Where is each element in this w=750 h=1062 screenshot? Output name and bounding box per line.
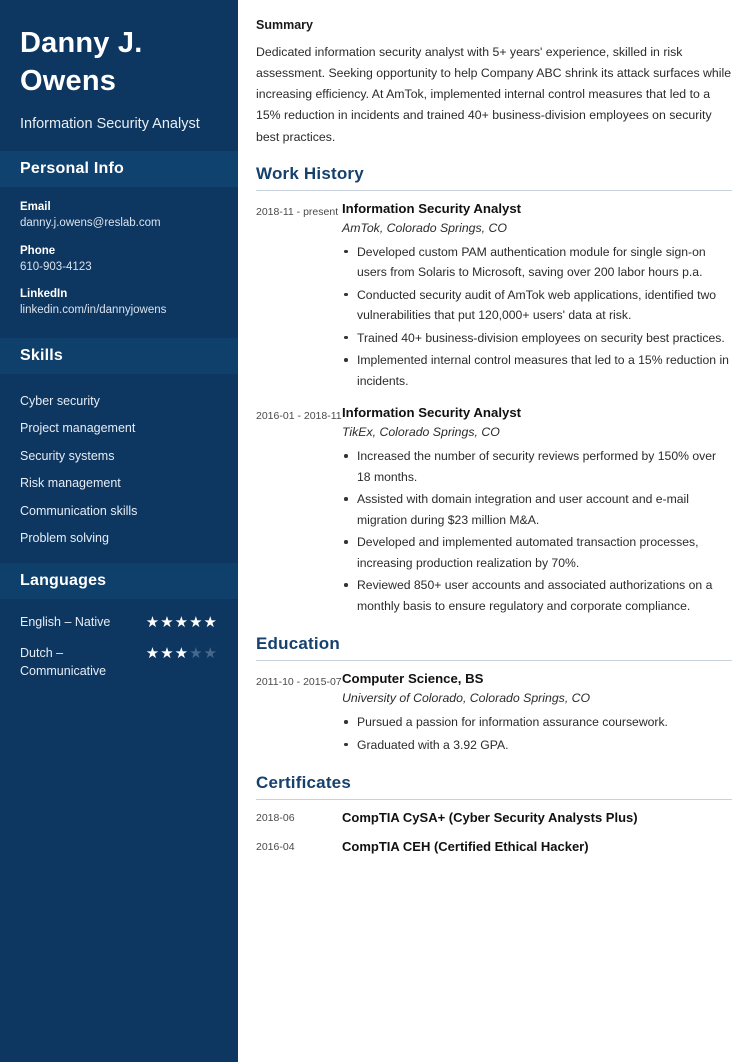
certificate-name: CompTIA CySA+ (Cyber Security Analysts Plus): [342, 810, 638, 826]
work-entry-role: Information Security Analyst: [342, 200, 522, 216]
certificate-date: 2018-06: [256, 812, 295, 825]
certificate-entry: [256, 839, 732, 854]
bullet-item: Increased the number of security reviews performed by 150% over 18 months.: [342, 446, 732, 487]
linkedin-label: LinkedIn: [20, 288, 68, 301]
certificates-title: Certificates: [256, 773, 732, 800]
bullet-item: Developed and implemented automated transaction processes, increasing production realization by 70%.: [342, 532, 732, 573]
certificate-entry: [256, 810, 732, 825]
language-row: [20, 644, 218, 682]
work-entry-bullets: [342, 446, 732, 616]
education-entry-body: [342, 671, 732, 757]
work-entry: [256, 405, 732, 618]
work-entry-dates: 2016-01 - 2018-11: [256, 410, 342, 423]
personal-info-heading: Personal Info: [0, 151, 238, 187]
email-value[interactable]: danny.j.owens@reslab.com: [20, 217, 161, 229]
bullet-item: Assisted with domain integration and user account and e-mail migration during $23 million M&A.: [342, 489, 732, 530]
certificates-section: [256, 773, 732, 854]
skill-item: Project management: [20, 421, 136, 436]
personal-info-item-linkedin: [20, 288, 218, 319]
work-entry-org: TikEx, Colorado Springs, CO: [342, 425, 500, 440]
work-entry-dates: 2018-11 - present: [256, 205, 339, 218]
language-rating-stars: ★★★★★: [145, 644, 218, 662]
certificate-date: 2016-04: [256, 841, 295, 854]
summary-title: Summary: [256, 18, 313, 32]
bullet-item: Graduated with a 3.92 GPA.: [342, 735, 732, 756]
language-row: [20, 613, 218, 632]
candidate-name: Danny J. Owens: [20, 27, 143, 98]
bullet-item: Trained 40+ business-division employees on security best practices.: [342, 328, 732, 349]
skills-list: [0, 374, 238, 563]
education-degree: Computer Science, BS: [342, 671, 484, 687]
skill-item: Communication skills: [20, 503, 138, 518]
bullet-item: Developed custom PAM authentication module for single sign-on users from Solaris to Microsoft, saving over 200 labor hours p.a.: [342, 242, 732, 283]
candidate-job-title: Information Security Analyst: [20, 115, 200, 132]
work-entry-org: AmTok, Colorado Springs, CO: [342, 220, 507, 235]
personal-info-list: [0, 187, 238, 338]
work-history-title: Work History: [256, 164, 732, 191]
summary-section: [256, 18, 732, 148]
bullet-item: Reviewed 850+ user accounts and associated authorizations on a monthly basis to ensure regulatory and corporate compliance.: [342, 575, 732, 616]
email-label: Email: [20, 201, 51, 213]
education-bullets: [342, 712, 732, 755]
bullet-item: Pursued a passion for information assurance coursework.: [342, 712, 732, 733]
phone-label: Phone: [20, 244, 56, 257]
main-content: [238, 0, 750, 1062]
skill-item: Risk management: [20, 476, 121, 491]
education-entry-dates: 2011-10 - 2015-07: [256, 676, 342, 689]
personal-info-item-phone: [20, 245, 218, 276]
certificate-name: CompTIA CEH (Certified Ethical Hacker): [342, 839, 589, 855]
sidebar: [0, 0, 238, 1062]
education-title: Education: [256, 634, 732, 661]
summary-text: Dedicated information security analyst with 5+ years' experience, skilled in risk assessment. Seeking opportunity to help Company ABC shrink its attack surfaces while increasing efficiency. At AmTok, implemented internal control measures that led to a 15% reduction in incidents and trained 40+ business-division employees on security best practices.: [256, 45, 732, 144]
work-entry: [256, 201, 732, 394]
work-history-section: [256, 164, 732, 619]
work-entry-bullets: [342, 242, 732, 392]
work-entry-body: [342, 201, 732, 394]
languages-heading: Languages: [0, 563, 238, 599]
language-name: English – Native: [20, 614, 111, 629]
work-entry-role: Information Security Analyst: [342, 405, 522, 421]
skill-item: Cyber security: [20, 393, 100, 408]
education-section: [256, 634, 732, 757]
identity-block: [0, 0, 238, 151]
languages-list: [0, 599, 238, 708]
skill-item: Problem solving: [20, 531, 109, 546]
linkedin-value[interactable]: linkedin.com/in/dannyjowens: [20, 304, 167, 317]
education-entry: [256, 671, 732, 757]
bullet-item: Conducted security audit of AmTok web applications, identified two vulnerabilities that put 120,000+ users' data at risk.: [342, 285, 732, 326]
skill-item: Security systems: [20, 448, 115, 463]
language-rating-stars: ★★★★★: [145, 613, 218, 631]
personal-info-item-email: [20, 201, 218, 232]
bullet-item: Implemented internal control measures that led to a 15% reduction in incidents.: [342, 350, 732, 391]
work-entry-body: [342, 405, 732, 618]
language-name: Dutch – Communicative: [20, 645, 107, 679]
skills-heading: Skills: [0, 338, 238, 374]
education-school: University of Colorado, Colorado Springs, CO: [342, 691, 591, 706]
phone-value[interactable]: 610-903-4123: [20, 260, 92, 273]
